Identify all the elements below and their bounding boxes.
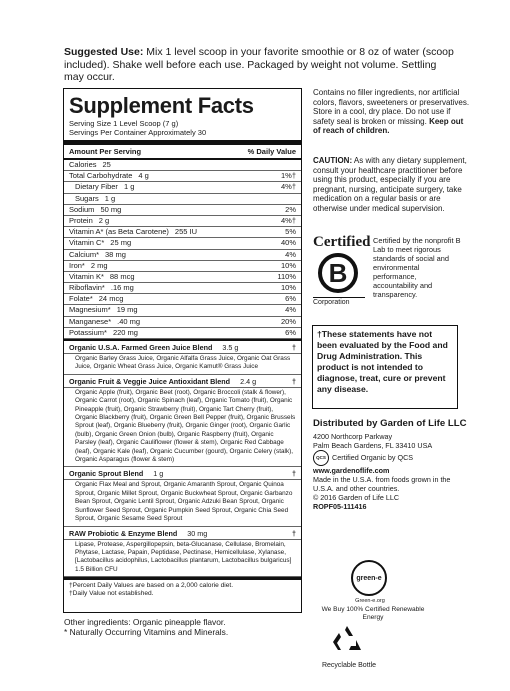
amount-header: Amount Per Serving [69,147,142,156]
distributor-info [313,432,463,511]
b-corp-description: Certified by the nonprofit B Lab to meet rigorous standards of social and environmental performance, accountability and transparency. [373,236,461,299]
blend-amount: 3.5 g [222,343,239,352]
nutrient-name: Folate* [69,294,93,304]
nutrient-row [64,317,301,328]
nutrient-amount: 38 mg [105,249,126,259]
made-in: Made in the U.S.A. from foods grown in the U.S.A. and other countries. [313,475,451,493]
qcs-icon: QCS [313,450,329,466]
nutrient-row [64,182,301,193]
dv-header: % Daily Value [247,147,296,156]
nutrient-amount: 19 mg [116,305,138,315]
nutrient-amount: .16 mg [110,283,134,293]
nutrient-row [64,194,301,205]
website-link: www.gardenoflife.com [313,466,390,475]
nutrient-dv: 4% [285,249,296,259]
blend-ingredients: Organic Barley Grass Juice, Organic Alfalfa Grass Juice, Organic Oat Grass Juice, Organic Wheat Grass Juice, Organic Kamut® Grass Juice [64,354,301,375]
nutrient-dv: 2% [285,204,296,214]
nutrient-dv: 6% [285,294,296,304]
nutrient-name: Vitamin K* [69,271,104,281]
nutrient-dv: 40% [280,238,296,248]
certified-label: Certified [313,234,371,250]
nutrient-name: Manganese* [69,316,112,326]
qcs-line [313,450,463,466]
contains-text [313,88,473,136]
recycle-label: Recyclable Bottle [321,662,377,669]
nutrient-dv: 110% [277,271,296,281]
nutrient-name: Vitamin A* (as Beta Carotene) [69,227,169,237]
blend-list [64,341,301,577]
blend-header [64,467,301,480]
caution-body: As with any dietary supplement, consult your healthcare practitioner before using this product, especially if you are pregnant, nursing, anticipate surgery, take medication on a regular basis or are otherwise under medical supervision. [313,156,467,213]
nutrient-dv: 4%† [280,182,296,192]
qcs-text: Certified Organic by QCS [332,452,414,462]
address-line-2: Palm Beach Gardens, FL 33410 USA [313,441,433,450]
serving-size: Serving Size 1 Level Scoop (7 g) [69,119,179,128]
nutrient-row [64,283,301,294]
nutrient-amount: 255 IU [174,227,198,237]
nutrient-dv: 5% [285,227,296,237]
blend-ingredients: Organic Apple (fruit), Organic Beet (root), Organic Broccoli (stalk & flower), Organic Carrot (root), Organic Spinach (leaf), Organic Tomato (fruit), Organic Pineapple (fruit), Organic Strawberry (fruit), Organic Tart Cherry (fruit), Organic Blackberry (fruit), Organic Green Bell Pepper (fruit), Organic Brussels Sprout (leaf), Organic Blueberry (fruit), Organic Ginger (root), Organic Garlic (bulb), Organic Green Onion (bulb), Organic Raspberry (fruit), Organic Parsley (leaf), Organic Cauliflower (flower & stem), Organic Red Cabbage (leaf), Organic Kale (leaf), Organic Cucumber (gourd), Organic Celery (stalk), Organic Asparagus (flower & stem) [64,388,301,468]
green-e-label: Green-e.org [355,598,385,604]
servings-per-container: Servings Per Container Approximately 30 [69,128,207,137]
nutrient-amount: 1 g [104,193,116,203]
other-ingredients [64,617,294,637]
distributor-title: Distributed by Garden of Life LLC [313,418,467,429]
nutrient-row [64,250,301,261]
nutrient-row [64,227,301,238]
footnote-dv: †Daily Value not established. [69,590,154,598]
nutrient-amount: .40 mg [117,316,141,326]
nutrient-list [64,160,301,339]
nutrient-name: Magnesium* [69,305,111,315]
product-code: ROPF05-111416 [313,502,367,511]
caution-text [313,156,473,214]
recycle-icon [329,622,365,658]
blend-amount: 30 mg [187,528,208,538]
supplement-facts-panel [63,88,302,613]
footnote-percent: †Percent Daily Values are based on a 2,000 calorie diet. [69,582,234,590]
caution-label: CAUTION: [313,156,353,165]
nutrient-name: Iron* [69,260,85,270]
nutrient-amount: 25 [102,160,111,169]
panel-title: Supplement Facts [69,93,254,118]
nutrient-dv: 10% [280,283,296,293]
b-icon: B [318,253,358,293]
nutrient-row [64,261,301,272]
nutrient-amount: 25 mg [110,238,132,248]
nutrient-row [64,305,301,316]
blend-header [64,375,301,388]
nutrient-dv: 4%† [280,215,296,225]
contains-body: Contains no filler ingredients, nor artificial colors, flavors, sweeteners or preservatives. Store in a cool, dry place. Do not use if safety seal is broken or missing. [313,88,470,126]
blend-header [64,341,301,354]
nutrient-row [64,171,301,182]
address-line-1: 4200 Northcorp Parkway [313,432,393,441]
fda-statement: †These statements have not been evaluated by the Food and Drug Administration. This product is not intended to diagnose, treat, cure or prevent any disease. [312,325,458,409]
nutrient-name: Calories [69,160,97,169]
nutrient-amount: 1 g [123,182,135,192]
keep-away-warning: Keep out of reach of children. [313,116,464,136]
blend-dv: † [292,343,296,352]
nutrient-row [64,328,301,339]
nutrient-amount: 24 mcg [98,294,124,304]
nutrient-row [64,294,301,305]
blend-dv: † [292,376,296,386]
renewable-energy-text: We Buy 100% Certified Renewable Energy [321,606,425,621]
suggested-use-label: Suggested Use: [64,46,144,58]
nutrient-amount: 88 mcg [109,271,135,281]
blend-dv: † [292,528,296,538]
panel-header [64,145,301,160]
nutrient-dv: 6% [285,327,296,337]
nutrient-amount: 220 mg [112,327,138,337]
nutrient-name: Calcium* [69,249,100,259]
blend-amount: 1 g [153,469,164,479]
nutrient-row [64,205,301,216]
nutrient-row [64,160,301,171]
blend-header [64,527,301,540]
nutrient-dv: 10% [280,260,296,270]
other-ingredients-text: Other ingredients: Organic pineapple flavor. [64,617,226,627]
blend-name: Organic U.S.A. Farmed Green Juice Blend [69,343,213,352]
nutrient-amount: 2 g [98,215,110,225]
nutrient-name: Total Carbohydrate [69,171,133,181]
nutrient-amount: 50 mg [100,204,122,214]
blend-dv: † [292,469,296,479]
blend-name: RAW Probiotic & Enzyme Blend [69,528,178,538]
blend-ingredients: Lipase, Protease, Aspergillopepsin, beta-Glucanase, Cellulase, Bromelain, Phytase, Lactase, Papain, Peptidase, Pectinase, Hemicellulase, Xylanase, [Lactobacillus acidophilus, Lactobacillus plantarum, Lactobacillus bulgaricus] 1.5 Billion CFU [64,540,301,578]
green-e-icon: green-e [351,560,387,596]
blend-ingredients: Organic Flax Meal and Sprout, Organic Amaranth Sprout, Organic Quinoa Sprout, Organic Millet Sprout, Organic Buckwheat Sprout, Organic Garbanzo Bean Sprout, Organic Lentil Sprout, Organic Adzuki Bean Sprout, Organic Sunflower Seed Sprout, Organic Pumpkin Seed Sprout, Organic Chia Seed Sprout, Organic Sesame Seed Sprout [64,480,301,526]
nutrient-dv: 1%† [280,171,296,181]
nutrient-row [64,238,301,249]
nutrient-name: Vitamin C* [69,238,105,248]
nutrient-dv: 4% [285,305,296,315]
copyright: © 2016 Garden of Life LLC [313,493,400,502]
suggested-use [64,46,454,84]
nutrient-name: Sodium [69,204,95,214]
nutrient-amount: 4 g [138,171,149,181]
corporation-label: Corporation [313,297,365,306]
nutrient-name: Riboflavin* [69,283,105,293]
nutrient-row [64,272,301,283]
natural-note: * Naturally Occurring Vitamins and Minerals. [64,627,229,637]
nutrient-amount: 2 mg [90,260,108,270]
nutrient-name: Sugars [75,193,99,203]
panel-footnotes [64,577,301,600]
nutrient-dv: 20% [280,316,296,326]
blend-name: Organic Sprout Blend [69,469,144,479]
blend-name: Organic Fruit & Veggie Juice Antioxidant Blend [69,376,231,386]
nutrient-name: Protein [69,215,93,225]
nutrient-row [64,216,301,227]
nutrient-name: Dietary Fiber [75,182,118,192]
blend-amount: 2.4 g [240,376,257,386]
suggested-use-text: Mix 1 level scoop in your favorite smoothie or 8 oz of water (scoop included). Shake well before each use. Packaged by weight not volume. Settling may occur. [64,46,454,83]
b-corp-logo [313,234,373,306]
nutrient-name: Potassium* [69,327,107,337]
